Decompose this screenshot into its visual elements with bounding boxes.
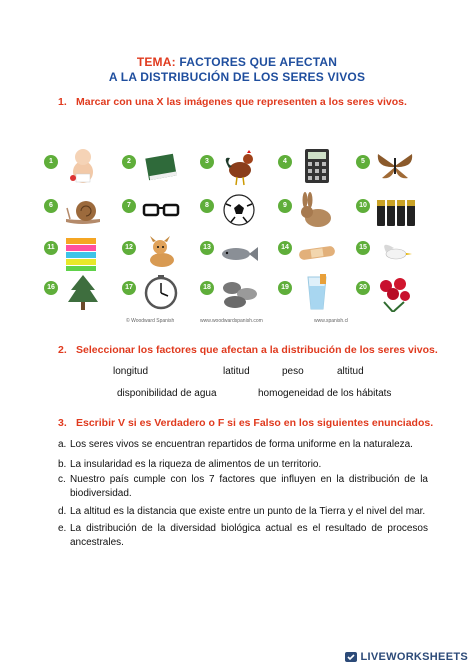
image-number-badge: 11 [44, 241, 58, 255]
stones-icon [218, 272, 260, 312]
image-item[interactable] [278, 190, 326, 230]
book-icon [140, 146, 182, 186]
image-item[interactable] [200, 146, 248, 186]
image-number-badge: 9 [278, 199, 292, 213]
question-2-text: Seleccionar los factores que afectan a la distribución de los seres vivos. [76, 344, 438, 356]
question-3 [58, 417, 433, 429]
snail-icon [62, 190, 104, 230]
statement-d[interactable]: d. La altitud es la distancia que existe entre un punto de la Tierra y el nivel del mar. [58, 506, 426, 517]
rabbit-icon [296, 190, 338, 230]
batteries-icon [374, 190, 416, 230]
title-text-1: FACTORES QUE AFECTAN [179, 55, 338, 69]
question-3-number: 3. [58, 417, 67, 429]
image-item[interactable] [44, 190, 92, 230]
title-label: TEMA: [136, 55, 176, 69]
statement-a[interactable]: a. Los seres vivos se encuentran repartidos de forma uniforme en la naturaleza. [58, 439, 413, 450]
soccer-ball-icon [218, 190, 260, 230]
image-number-badge: 17 [122, 281, 136, 295]
image-number-badge: 2 [122, 155, 136, 169]
butterfly-icon [374, 146, 416, 186]
image-item[interactable] [200, 232, 248, 272]
image-item[interactable] [200, 272, 248, 312]
image-item[interactable] [122, 232, 170, 272]
statement-e[interactable]: e. La distribución de la diversidad biológica actual es el resultado de procesos ancestrales. [58, 523, 428, 548]
water-glass-icon [296, 272, 338, 312]
image-number-badge: 14 [278, 241, 292, 255]
image-number-badge: 15 [356, 241, 370, 255]
image-item[interactable] [278, 232, 326, 272]
image-number-badge: 12 [122, 241, 136, 255]
statement-c[interactable]: c. Nuestro país cumple con los 7 factores que influyen en la distribución de la biodiversidad. [58, 474, 428, 499]
image-number-badge: 8 [200, 199, 214, 213]
tree-icon [62, 272, 104, 312]
question-1-text: Marcar con una X las imágenes que representen a los seres vivos. [76, 96, 407, 108]
image-item[interactable] [356, 146, 404, 186]
fish-icon [218, 232, 260, 272]
factor-option[interactable]: longitud [113, 366, 149, 377]
image-item[interactable] [356, 190, 404, 230]
image-item[interactable] [44, 146, 92, 186]
image-number-badge: 1 [44, 155, 58, 169]
statement-b[interactable]: b. La insularidad es la riqueza de alimentos de un territorio. [58, 459, 322, 470]
factor-option[interactable]: altitud [337, 366, 364, 377]
image-number-badge: 16 [44, 281, 58, 295]
factor-option[interactable]: homogeneidad de los hábitats [258, 388, 392, 399]
credit-3: www.spanish.cl [314, 318, 349, 324]
image-number-badge: 13 [200, 241, 214, 255]
image-grid [44, 128, 428, 328]
seagull-icon [374, 232, 416, 272]
credit-1: © Woodward Spanish [126, 318, 175, 324]
baby-icon [62, 146, 104, 186]
question-3-text: Escribir V si es Verdadero o F si es Falso en los siguientes enunciados. [76, 417, 434, 429]
image-item[interactable] [122, 146, 170, 186]
question-2 [58, 344, 438, 356]
highlighters-icon [62, 232, 104, 272]
image-item[interactable] [278, 146, 326, 186]
credit-2: www.woodwardspanish.com [200, 318, 263, 324]
liveworksheets-logo-icon [344, 650, 358, 664]
image-number-badge: 20 [356, 281, 370, 295]
image-number-badge: 7 [122, 199, 136, 213]
title-line-1 [0, 55, 474, 69]
footer-brand-text: LIVEWORKSHEETS [360, 651, 468, 663]
rooster-icon [218, 146, 260, 186]
clock-icon [140, 272, 182, 312]
image-number-badge: 3 [200, 155, 214, 169]
factor-option[interactable]: latitud [223, 366, 250, 377]
factor-option[interactable]: disponibilidad de agua [117, 388, 217, 399]
image-item[interactable] [278, 272, 326, 312]
image-number-badge: 6 [44, 199, 58, 213]
image-item[interactable] [200, 190, 248, 230]
image-item[interactable] [122, 190, 170, 230]
title-line-2: A LA DISTRIBUCIÓN DE LOS SERES VIVOS [108, 70, 366, 84]
footer-brand [344, 650, 469, 664]
image-number-badge: 5 [356, 155, 370, 169]
calculator-icon [296, 146, 338, 186]
glasses-icon [140, 190, 182, 230]
roses-icon [374, 272, 416, 312]
image-item[interactable] [356, 232, 404, 272]
image-item[interactable] [44, 232, 92, 272]
image-number-badge: 10 [356, 199, 370, 213]
factor-option[interactable]: peso [282, 366, 304, 377]
image-item[interactable] [356, 272, 404, 312]
question-2-number: 2. [58, 344, 67, 356]
image-item[interactable] [122, 272, 170, 312]
dog-icon [140, 232, 182, 272]
question-1-number: 1. [58, 96, 67, 108]
image-number-badge: 18 [200, 281, 214, 295]
bandage-icon [296, 232, 338, 272]
image-item[interactable] [44, 272, 92, 312]
image-number-badge: 19 [278, 281, 292, 295]
image-number-badge: 4 [278, 155, 292, 169]
question-1 [58, 96, 407, 108]
